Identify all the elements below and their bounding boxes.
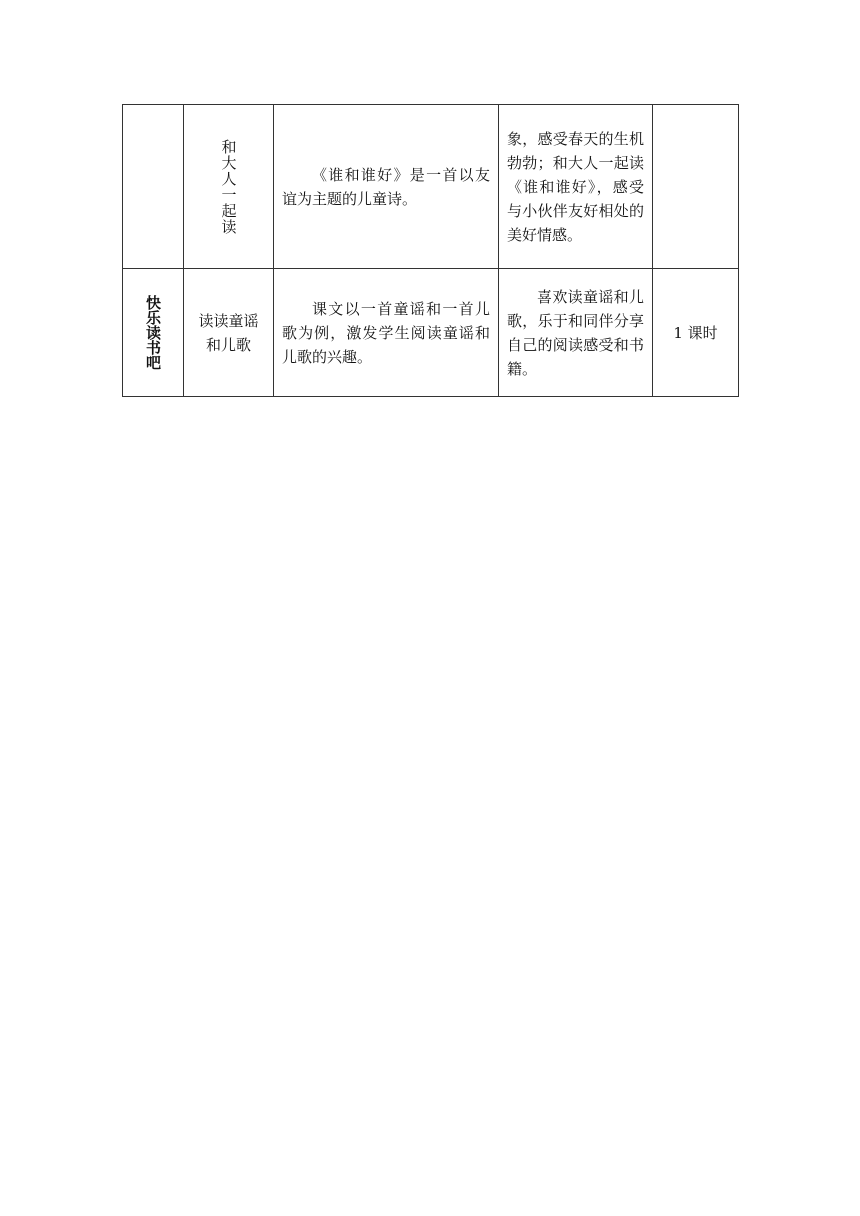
- lesson-plan-table: [122, 104, 739, 397]
- unit-title: 快乐读书吧: [144, 295, 162, 370]
- hours-cell: [653, 105, 739, 269]
- section-title: 读读童谣和儿歌: [198, 311, 259, 354]
- goals-cell: [499, 269, 653, 397]
- unit-cell: [123, 269, 184, 397]
- unit-cell: [123, 105, 184, 269]
- hours-cell: [653, 269, 739, 397]
- section-title: 和大人一起读: [219, 138, 238, 235]
- content-cell: [274, 269, 499, 397]
- section-cell: [184, 105, 274, 269]
- table-row: [123, 105, 739, 269]
- section-cell: [184, 269, 274, 397]
- goals-cell: [499, 105, 653, 269]
- goals-text: 象，感受春天的生机勃勃；和大人一起读《谁和谁好》，感受与小伙伴友好相处的美好情感。: [507, 129, 644, 244]
- content-text: 课文以一首童谣和一首儿歌为例，激发学生阅读童谣和儿歌的兴趣。: [282, 299, 490, 366]
- table-row: [123, 269, 739, 397]
- goals-text: 喜欢读童谣和儿歌，乐于和同伴分享自己的阅读感受和书籍。: [507, 287, 644, 378]
- content-text: 《谁和谁好》是一首以友谊为主题的儿童诗。: [282, 165, 490, 208]
- content-cell: [274, 105, 499, 269]
- hours-text: 1 课时: [673, 323, 718, 342]
